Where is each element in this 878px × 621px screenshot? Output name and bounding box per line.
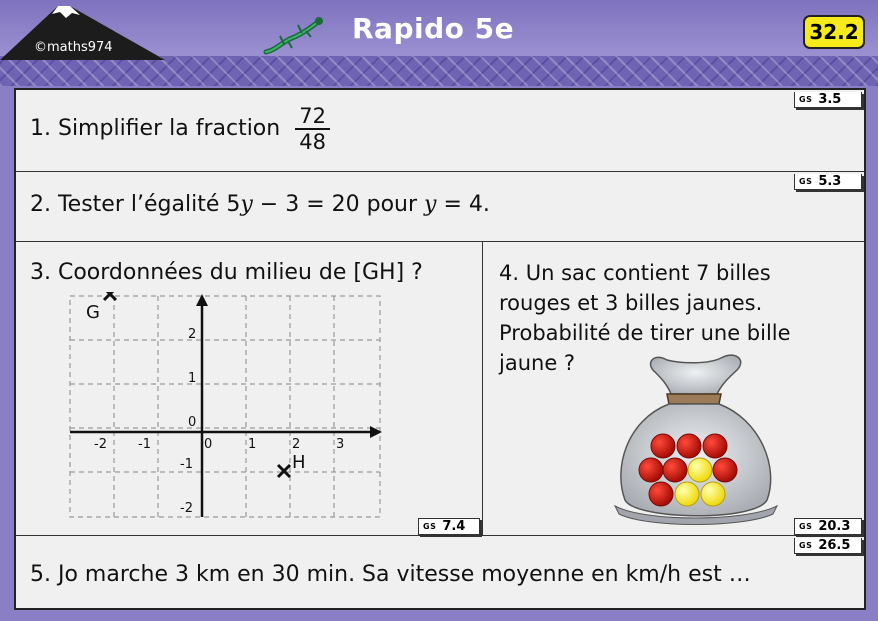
level-badge: 32.2 xyxy=(803,15,865,49)
gs-badge-3 xyxy=(418,518,480,535)
question-4-line: rouges et 3 billes jaunes. xyxy=(499,291,763,315)
gs-tag: GS xyxy=(799,95,813,104)
x-tick-label: -1 xyxy=(138,437,151,452)
gs-tag: GS xyxy=(799,177,813,186)
page-title: Rapido 5e xyxy=(352,12,515,45)
marble-bag-icon xyxy=(605,350,785,530)
question-2-middle: − 3 = 20 pour xyxy=(252,192,425,217)
coordinate-grid xyxy=(64,292,394,522)
question-1 xyxy=(30,104,330,154)
fraction xyxy=(295,104,330,154)
x-tick-label: 3 xyxy=(336,437,345,452)
question-4-cell xyxy=(483,242,864,536)
point-h-label: H xyxy=(292,452,306,473)
fraction-denominator: 48 xyxy=(299,130,326,154)
gs-number: 5.3 xyxy=(818,174,842,189)
gecko-icon xyxy=(262,14,324,56)
gs-badge-5 xyxy=(794,538,862,554)
y-tick-label: -2 xyxy=(180,501,193,516)
gs-tag: GS xyxy=(799,522,813,531)
x-tick-label: 0 xyxy=(204,437,213,452)
x-tick-label: 2 xyxy=(292,437,301,452)
y-tick-label: 0 xyxy=(188,415,197,430)
question-2-suffix: = 4. xyxy=(436,192,490,217)
gs-number: 20.3 xyxy=(818,519,851,534)
decorative-stripe xyxy=(0,56,878,86)
question-1-text: 1. Simplifier la fraction xyxy=(30,116,281,141)
y-tick-label: 2 xyxy=(188,327,197,342)
brand-label: ©maths974 xyxy=(34,40,113,55)
point-g-label: G xyxy=(86,302,100,323)
question-3-text: 3. Coordonnées du milieu de [GH] ? xyxy=(30,260,423,285)
point-h-cross-icon xyxy=(278,465,290,477)
gs-badge-2 xyxy=(794,174,862,190)
question-4-line: jaune ? xyxy=(499,351,576,375)
gs-number: 26.5 xyxy=(818,538,851,553)
question-5-row xyxy=(16,536,864,608)
y-tick-label: 1 xyxy=(188,371,197,386)
gs-badge-1 xyxy=(794,92,862,108)
question-1-row xyxy=(16,90,864,172)
variable-y-2: y xyxy=(424,192,437,217)
variable-y: y xyxy=(240,192,253,217)
question-2-prefix: 2. Tester l’égalité 5 xyxy=(30,192,241,217)
gs-tag: GS xyxy=(799,541,813,550)
gs-badge-4 xyxy=(794,518,862,535)
question-2 xyxy=(30,192,490,217)
x-tick-label: -2 xyxy=(94,437,107,452)
question-4-line: Probabilité de tirer une bille xyxy=(499,321,791,345)
fraction-numerator: 72 xyxy=(295,104,330,130)
question-4-line: 4. Un sac contient 7 billes xyxy=(499,261,771,285)
question-2-row xyxy=(16,172,864,242)
x-tick-label: 1 xyxy=(248,437,257,452)
gs-number: 7.4 xyxy=(442,519,466,534)
question-5-text: 5. Jo marche 3 km en 30 min. Sa vitesse moyenne en km/h est … xyxy=(30,562,751,587)
question-card xyxy=(14,88,866,610)
question-3-cell xyxy=(16,242,483,536)
gs-number: 3.5 xyxy=(818,92,842,107)
gs-tag: GS xyxy=(423,522,437,531)
y-tick-label: -1 xyxy=(180,457,193,472)
